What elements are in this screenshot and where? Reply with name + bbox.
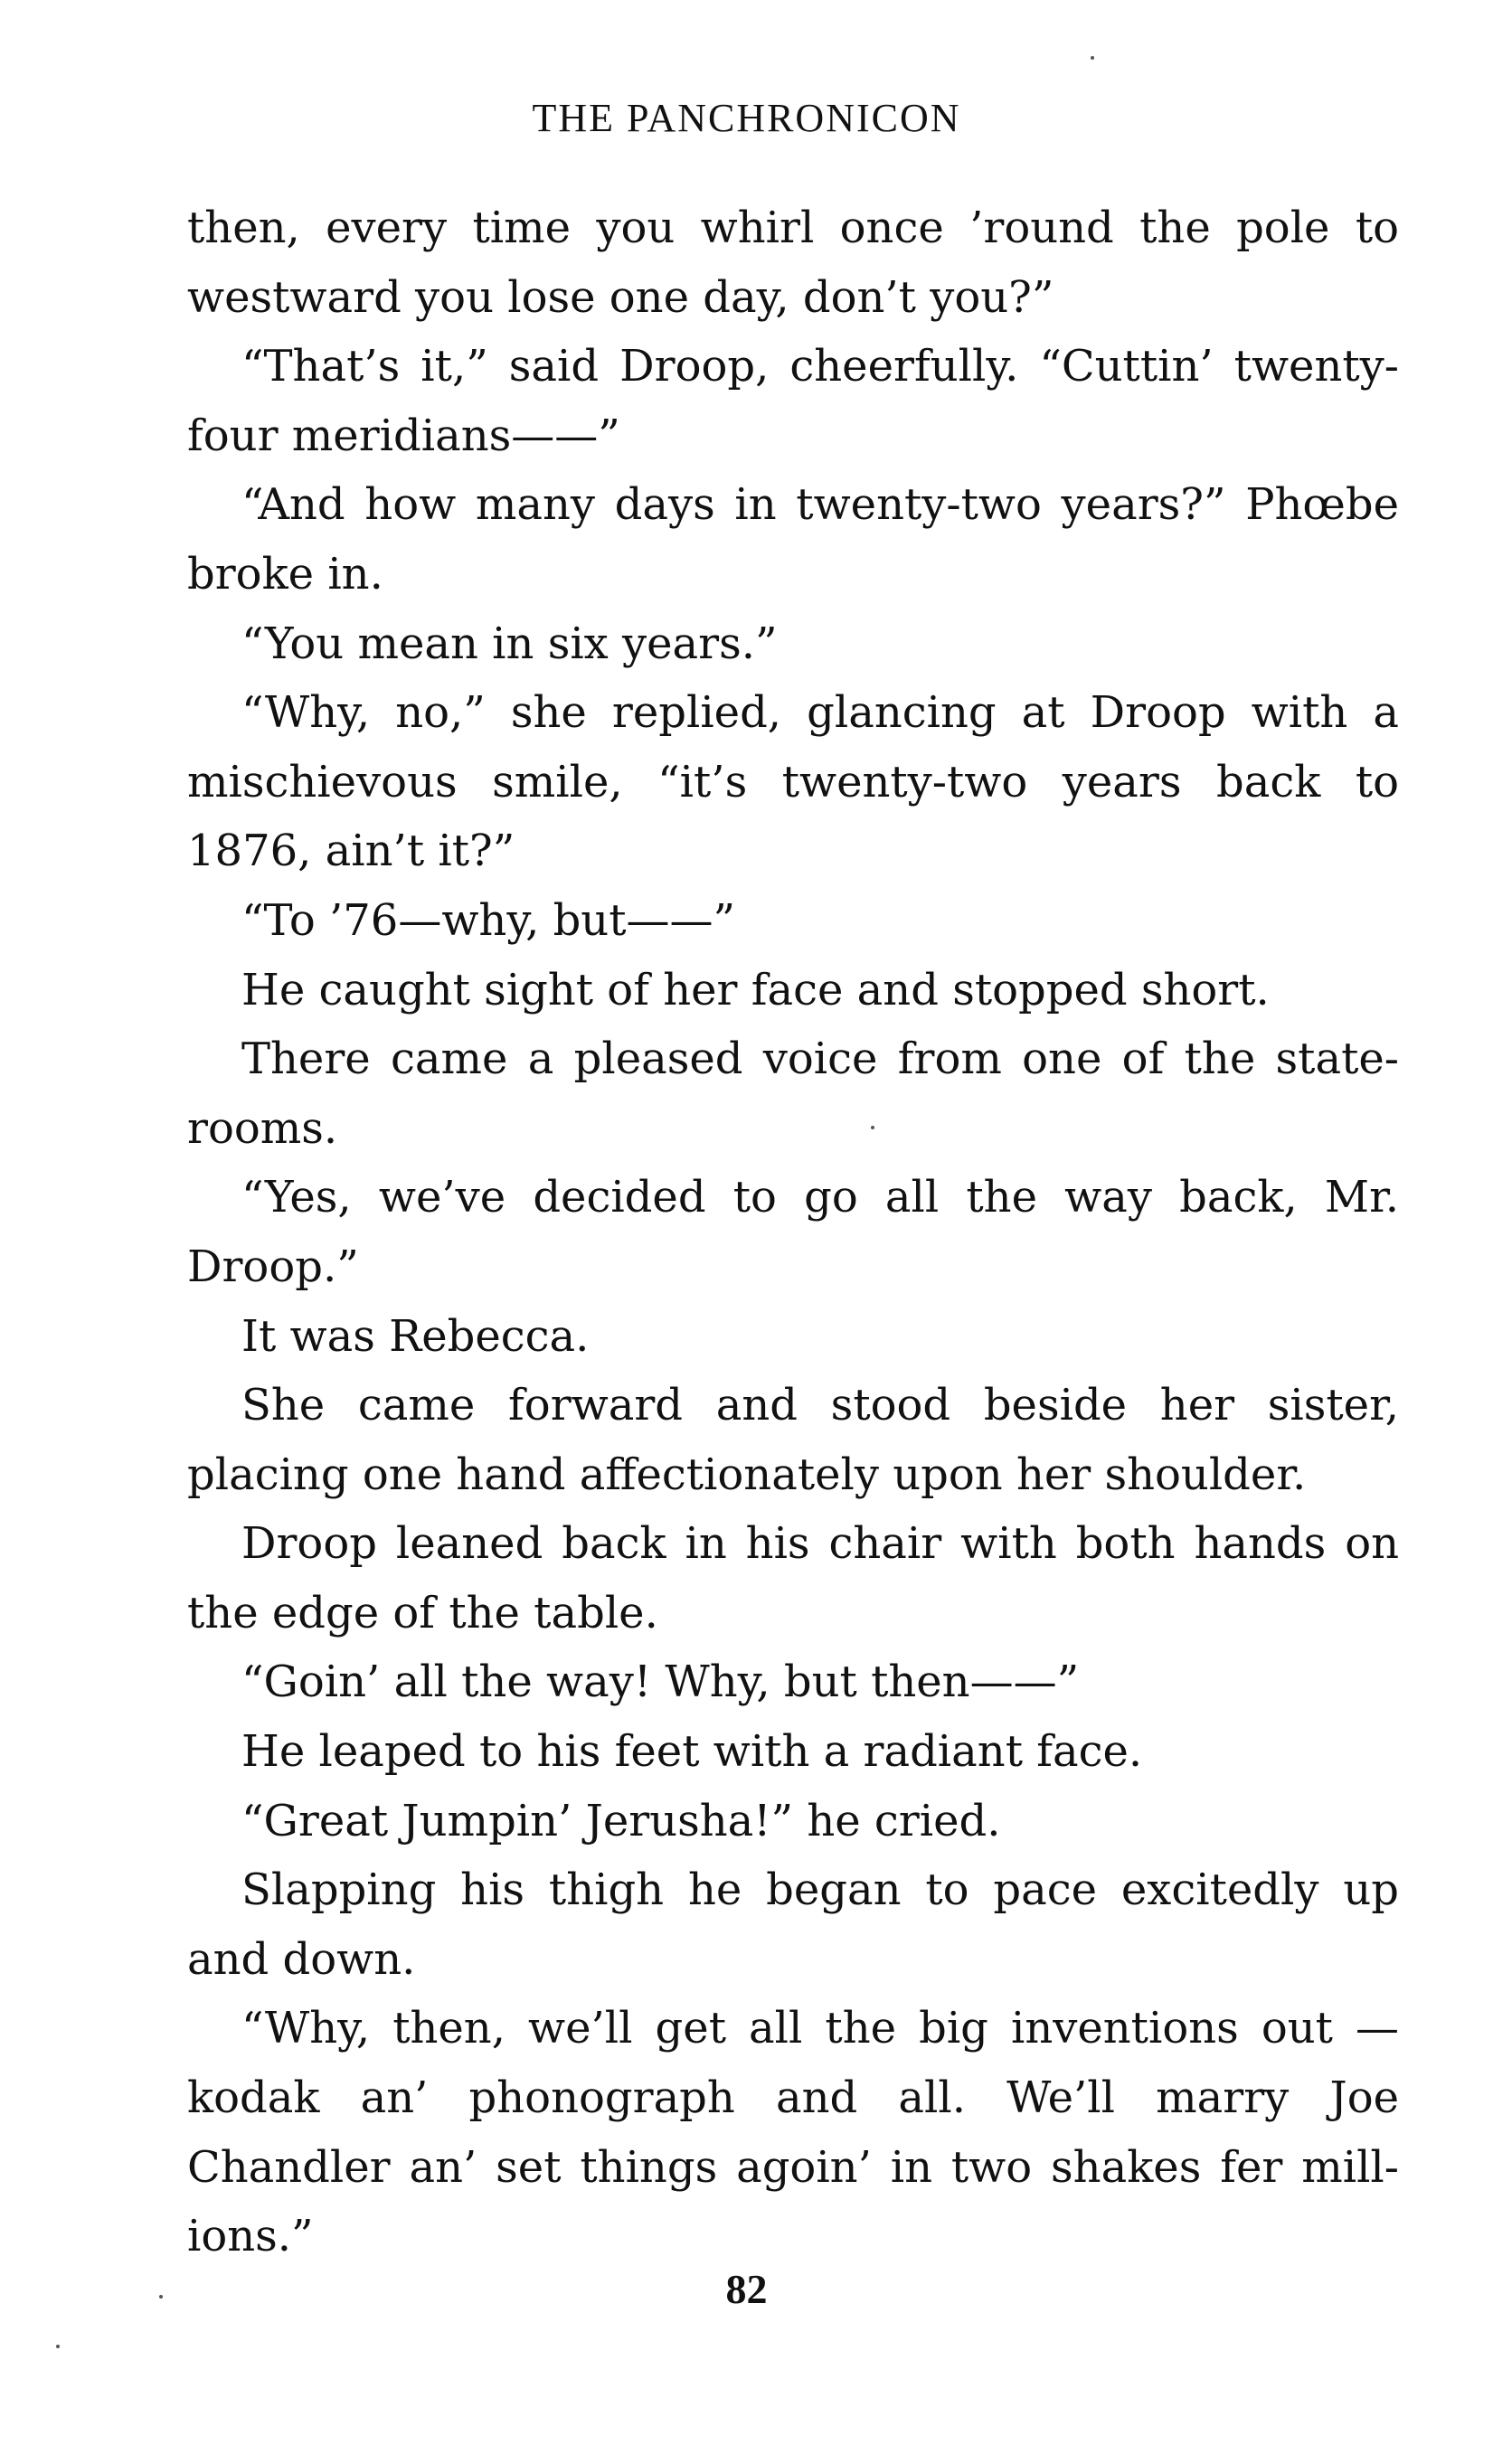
paper-speck xyxy=(159,2295,163,2299)
paragraph-17: “Why, then, we’ll get all the big inventions out —kodak an’ phonograph and all. We’ll marry Joe Chandler an’ set things agoin’ in two shakes fer mill-ions.” xyxy=(187,2003,1399,2262)
paragraph-3: “And how many days in twenty-two years?” Phœbe broke in. xyxy=(187,479,1399,599)
paper-speck xyxy=(1091,56,1094,60)
paragraph-9: “Yes, we’ve decided to go all the way back, Mr. Droop.” xyxy=(187,1172,1399,1292)
paragraph-6: “To ’76—why, but——” xyxy=(241,894,736,946)
paragraph-14: He leaped to his feet with a radiant face. xyxy=(241,1726,1143,1778)
body-text xyxy=(187,194,1399,2271)
paragraph-2: “That’s it,” said Droop, cheerfully. “Cuttin’ twenty-four meridians——” xyxy=(187,341,1399,461)
page-number: 82 xyxy=(725,2266,768,2312)
paragraph-8: There came a pleased voice from one of the state-rooms. xyxy=(187,1034,1399,1154)
paragraph-15: “Great Jumpin’ Jerusha!” he cried. xyxy=(241,1795,1001,1846)
paragraph-10: It was Rebecca. xyxy=(241,1310,590,1362)
paragraph-5: “Why, no,” she replied, glancing at Droop with a mischievous smile, “it’s twenty-two years back to 1876, ain’t it?” xyxy=(187,687,1399,877)
paragraph-4: “You mean in six years.” xyxy=(241,618,778,669)
paper-speck xyxy=(56,2345,60,2348)
paragraph-11: She came forward and stood beside her sister, placing one hand affectionately upon her shoulder. xyxy=(187,1380,1399,1500)
paragraph-12: Droop leaned back in his chair with both hands on the edge of the table. xyxy=(187,1518,1399,1638)
paper-speck xyxy=(871,1126,874,1129)
paragraph-16: Slapping his thigh he began to pace excitedly up and down. xyxy=(187,1865,1399,1985)
running-head: THE PANCHRONICON xyxy=(532,96,961,140)
paragraph-13: “Goin’ all the way! Why, but then——” xyxy=(241,1657,1080,1708)
paragraph-1: then, every time you whirl once ’round the pole to westward you lose one day, don’t you?” xyxy=(187,203,1399,323)
paragraph-7: He caught sight of her face and stopped short. xyxy=(241,964,1270,1015)
